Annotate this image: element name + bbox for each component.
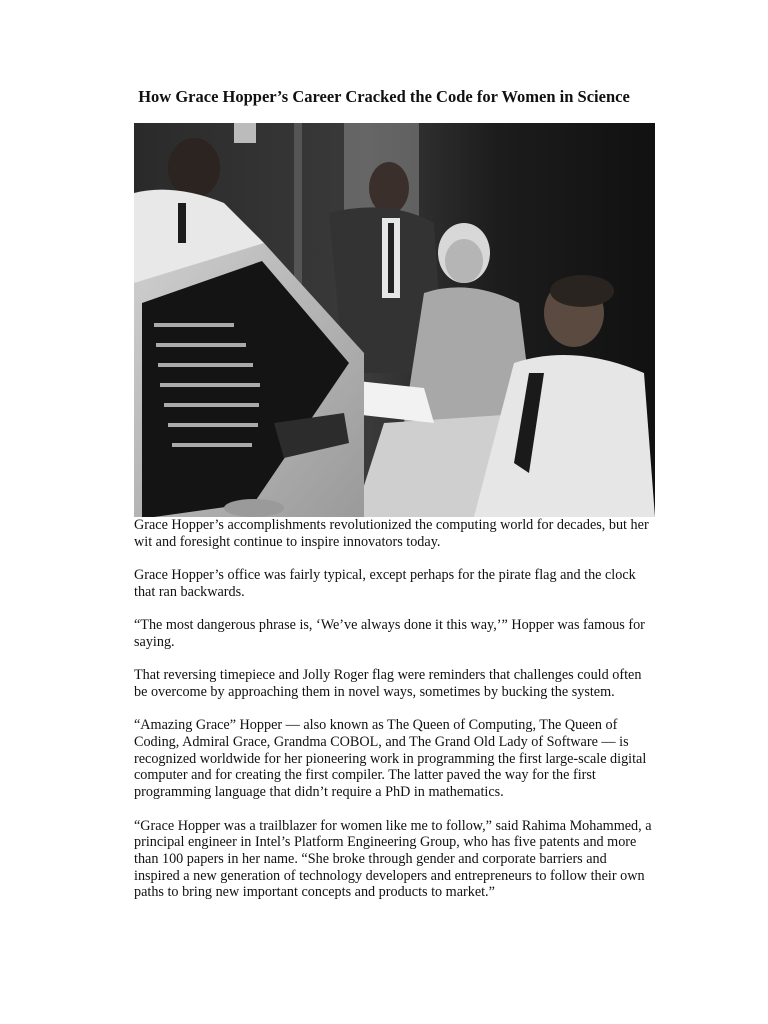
paragraph-5: “Amazing Grace” Hopper — also known as The Queen of Computing, The Queen of Coding, Admiral Grace, Grandma COBOL, and The Grand Old Lady of Software — is recognized worldwide for her pioneering work in programming the first large-scale digital computer and for creating the first compiler. The latter paved the way for the first programming language that didn’t require a PhD in mathematics. (134, 717, 647, 801)
article-title: How Grace Hopper’s Career Cracked the Code for Women in Science (138, 87, 630, 106)
photo-illustration (134, 123, 655, 517)
paragraph-1: Grace Hopper’s accomplishments revolutionized the computing world for decades, but her wit and foresight continue to inspire innovators today. (134, 517, 649, 550)
article-photo (134, 123, 655, 517)
paragraph-4: That reversing timepiece and Jolly Roger flag were reminders that challenges could often be overcome by approaching them in novel ways, sometimes by bucking the system. (134, 667, 642, 700)
article-body (134, 517, 654, 918)
paragraph-2: Grace Hopper’s office was fairly typical, except perhaps for the pirate flag and the clock that ran backwards. (134, 567, 636, 600)
paragraph-3: “The most dangerous phrase is, ‘We’ve always done it this way,’” Hopper was famous for saying. (134, 617, 645, 650)
paragraph-6: “Grace Hopper was a trailblazer for women like me to follow,” said Rahima Mohammed, a principal engineer in Intel’s Platform Engineering Group, who has five patents and more than 100 papers in her name. “She broke through gender and corporate barriers and inspired a new generation of technology developers and entrepreneurs to follow their own paths to bring new important concepts and products to market.” (134, 817, 652, 901)
